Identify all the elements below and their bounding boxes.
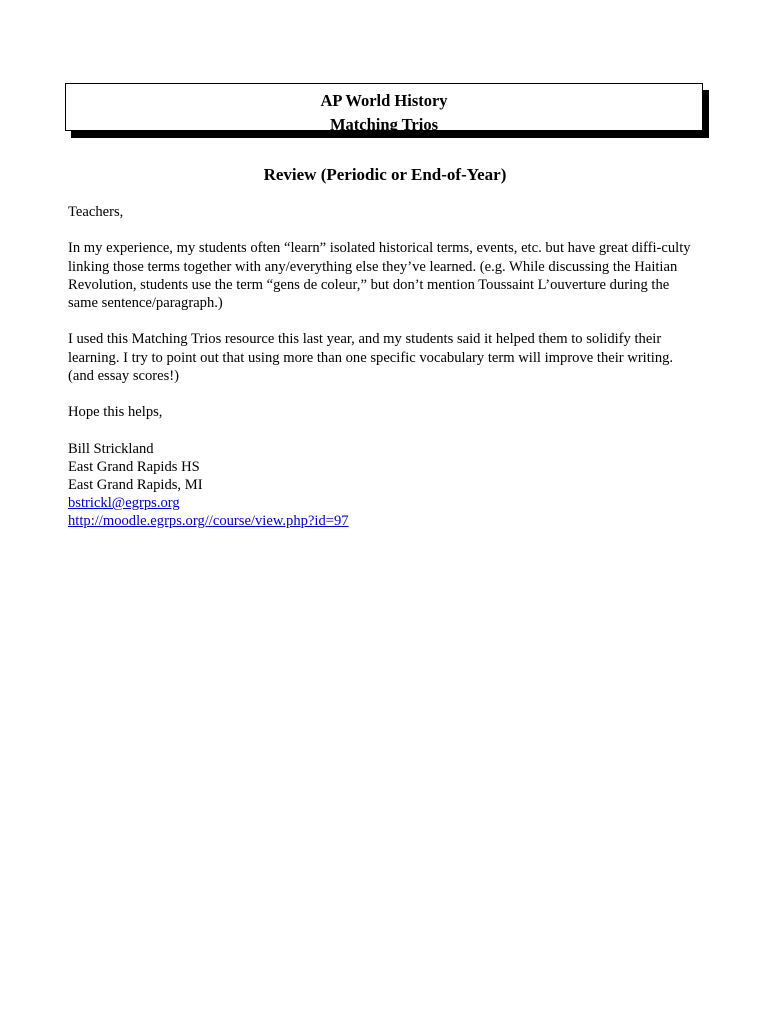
title-line-2: Matching Trios: [329, 115, 438, 134]
signature-school: East Grand Rapids HS: [68, 458, 200, 475]
letter-body: [68, 203, 698, 531]
email-link[interactable]: bstrickl@egrps.org: [68, 495, 180, 512]
signature-location: East Grand Rapids, MI: [68, 476, 203, 493]
salutation: Teachers,: [68, 204, 124, 220]
closing: Hope this helps,: [68, 404, 163, 421]
signature-block: [68, 440, 698, 531]
paragraph-1: In my experience, my students often “learn” isolated historical terms, events, etc. but have great diffi-culty linking those terms together with any/everything else they’ve learned. (e.g. While discussing the Haitian Revolution, students use the term “gens de coleur,” but don’t mention Toussaint L’ouverture during the same sentence/paragraph.): [68, 240, 691, 311]
title-box: [65, 83, 703, 134]
title-line-1: AP World History: [320, 91, 448, 110]
website-link[interactable]: http://moodle.egrps.org//course/view.php?id=97: [68, 513, 349, 530]
paragraph-2: I used this Matching Trios resource this last year, and my students said it helped them to solidify their learning. I try to point out that using more than one specific vocabulary term will improve their writing. (and essay scores!): [68, 331, 674, 384]
signature-name: Bill Strickland: [68, 440, 154, 457]
page-subtitle: Review (Periodic or End-of-Year): [263, 165, 507, 184]
